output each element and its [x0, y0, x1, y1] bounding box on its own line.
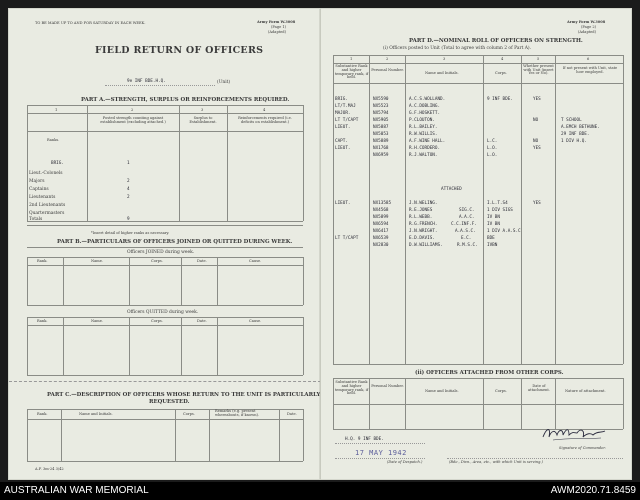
attached-number: NX6539 [373, 236, 389, 241]
b-col-name: Name. [91, 259, 103, 263]
d-col-rank: Substantive Rank and higher temporary rank, if held. [334, 64, 369, 80]
archive-id: AWM2020.71.8459 [550, 485, 636, 496]
col-num: 3 [201, 108, 204, 112]
rank-label: Majors [29, 179, 45, 184]
officer-rank: LIEUT. [335, 146, 351, 151]
officer-number: NX5590 [373, 97, 389, 102]
officer-number: NX5887 [373, 125, 389, 130]
attached-corps: A.A.C. [459, 215, 475, 220]
part-b-title: PART B.—PARTICULARS OF OFFICERS JOINED OR QUITTED DURING WEEK. [57, 239, 293, 245]
officer-rank: MAJOR. [335, 111, 351, 116]
b-col-date: Date. [197, 319, 207, 323]
officer-name: A.C.DOBLING. [409, 104, 441, 109]
b-col-cause: Cause. [249, 259, 262, 263]
officer-present: NO [533, 139, 539, 144]
unit-footer: H.Q. 9 INF BDE. [345, 437, 384, 442]
rank-label: Lieutenants [29, 195, 56, 200]
attached-number: NX2830 [373, 243, 389, 248]
officer-rank: BRIG. [335, 97, 348, 102]
b-col-date: Date. [197, 259, 207, 263]
attached-corps: C.C.INF.F. [451, 222, 477, 227]
officer-corps: L.O. [487, 153, 498, 158]
attached-unit: IVBN [487, 243, 498, 248]
attached-name: R.G.FRENCH. [409, 222, 438, 227]
signature-label: Signature of Commander. [559, 446, 606, 450]
attached-rank: LT T/CAPT [335, 236, 359, 241]
rank-label: 2nd Lieutenants [29, 203, 66, 208]
attached-name: D.W.WILLIAMS. [409, 243, 443, 248]
ii-col-number: Personal Number. [371, 384, 404, 388]
rank-posted: 2 [127, 195, 130, 200]
officer-name: P.CLOUTON. [409, 118, 435, 123]
col-num: 4 [501, 57, 504, 61]
form-adapted: (Adapted) [268, 30, 287, 34]
col-num: 1 [350, 57, 353, 61]
col-num: 2 [386, 57, 389, 61]
attached-name: J.N.WELING. [409, 201, 438, 206]
officer-number: NX5905 [373, 118, 389, 123]
attached-corps: I.L.T.S4 [487, 201, 508, 206]
bde-label: (Bde., Divn., Area, etc., with which Unit is serving.) [449, 460, 543, 464]
officer-present: NO [533, 118, 539, 123]
col-num: 4 [263, 108, 266, 112]
rank-label: Captains [29, 187, 49, 192]
attached-corps: E.C. [461, 236, 472, 241]
officer-number: NX5889 [373, 139, 389, 144]
officer-corps: L.O. [487, 146, 498, 151]
d-col-present: Whether present with Unit (insert Yes or No). [523, 64, 554, 76]
commander-signature [539, 423, 609, 445]
attached-name: R.E.JONES [409, 208, 433, 213]
rank-posted: 4 [127, 187, 130, 192]
col-head-posted: Posted strength counting against establishment (excluding attached.) [100, 116, 166, 125]
joined-label: Officers JOINED during week. [127, 250, 195, 255]
officer-name: R.W.WILLIS. [409, 132, 438, 137]
form-page: (Page 2) [581, 25, 597, 29]
attached-unit: 1 DIV A.A.S.C [487, 229, 521, 234]
date-stamp: 17 MAY 1942 [355, 449, 407, 457]
officer-employed: T SCHOOL [561, 118, 582, 123]
attached-unit: IV BN [487, 215, 500, 220]
attached-rank: LIEUT. [335, 201, 351, 206]
totals-posted: 9 [127, 217, 130, 222]
insert-note: *Insert detail of higher ranks as necessary. [91, 231, 170, 235]
officer-rank: LT/T.MAJ [335, 104, 356, 109]
totals-label: Totals [29, 217, 43, 222]
officer-name: R.L.BAILEY. [409, 125, 438, 130]
officer-employed: A.EMCH BETHUNE. [561, 125, 600, 130]
other-corps-title: (ii) OFFICERS ATTACHED FROM OTHER CORPS. [415, 370, 564, 376]
officer-rank: LT T/CAPT [335, 118, 359, 123]
quitted-label: Officers QUITTED during week. [127, 310, 199, 315]
d-col-corps: Corps. [495, 71, 507, 75]
officer-employed: 29 INF BDE. [561, 132, 590, 137]
c-col-corps: Corps. [183, 412, 195, 416]
d-col-name: Name and Initials. [425, 71, 459, 75]
officer-number: NX5794 [373, 111, 389, 116]
col-num: 6 [587, 57, 590, 61]
attached-corps: A.A.S.C. [455, 229, 476, 234]
part-a-title: PART A.—STRENGTH, SURPLUS OR REINFORCEMENTS REQUIRED. [81, 97, 290, 103]
d-col-number: Personal Number. [371, 68, 404, 72]
rank-label: Quartermasters [29, 211, 65, 216]
officer-name: A.C.S.WOLLAND. [409, 97, 446, 102]
rank-label: BRIG. [51, 161, 64, 166]
col-num: 1 [55, 108, 58, 112]
archive-name: AUSTRALIAN WAR MEMORIAL [4, 485, 149, 496]
b-col-name: Name. [91, 319, 103, 323]
top-note: TO BE MADE UP TO AND FOR SATURDAY IN EACH WEEK. [35, 21, 146, 25]
officer-number: NX6959 [373, 153, 389, 158]
d-col-employed: If not present with Unit, state how employed. [562, 66, 618, 74]
officer-present: YES [533, 146, 541, 151]
officer-corps: L.C. [487, 139, 498, 144]
b-col-corps: Corps. [151, 259, 163, 263]
c-col-rank: Rank. [37, 412, 48, 416]
posted-label: (i) Officers posted to Unit (Total to agree with column 2 of Part A). [383, 46, 532, 51]
ii-col-rank: Substantive Rank and higher temporary rank, if held. [334, 380, 369, 396]
c-col-date: Date. [287, 412, 297, 416]
attached-number: NX13585 [373, 201, 392, 206]
officer-corps: 9 INF BDE. [487, 97, 513, 102]
b-col-rank: Rank. [37, 259, 48, 263]
printer-mark: A.F. 3m-24 3/42 [35, 467, 64, 471]
attached-present: YES [533, 201, 541, 206]
attached-corps: R.M.S.C. [457, 243, 478, 248]
ii-col-corps: Corps. [495, 389, 507, 393]
attached-corps: SIG.C. [459, 208, 475, 213]
col-num: 3 [443, 57, 446, 61]
attached-label: ATTACHED [441, 187, 462, 192]
part-c-title-1: PART C.—DESCRIPTION OF OFFICERS WHOSE RETURN TO THE UNIT IS PARTICULARLY [47, 392, 321, 398]
left-page [8, 8, 320, 480]
attached-number: NX6594 [373, 222, 389, 227]
officer-employed: 1 DIV H.Q. [561, 139, 587, 144]
officer-number: NX5053 [373, 132, 389, 137]
attached-name: E.D.DAVIS. [409, 236, 435, 241]
ii-col-name: Name and Initials. [425, 389, 459, 393]
col-head-ranks: Ranks. [47, 138, 60, 142]
right-page [320, 8, 632, 480]
c-col-name: Name and Initials. [79, 412, 113, 416]
col-head-reinforcements: Reinforcements required (i.e. deficits on establishment.) [238, 116, 292, 125]
rank-posted: 2 [127, 179, 130, 184]
attached-number: NX5899 [373, 215, 389, 220]
form-adapted: (Adapted) [578, 30, 597, 34]
form-page: (Page 1) [271, 25, 287, 29]
officer-number: NX1768 [373, 146, 389, 151]
officer-name: G.F.HOSKETT. [409, 111, 441, 116]
attached-name: R.L.WEBB. [409, 215, 433, 220]
part-c-title-2: REQUESTED. [149, 399, 190, 405]
b-col-corps: Corps. [151, 319, 163, 323]
col-num: 2 [131, 108, 134, 112]
attached-unit: 1 DIV SIGS [487, 208, 513, 213]
ii-col-date: Date of attachment. [528, 384, 550, 392]
officer-name: R.H.CORDERO. [409, 146, 441, 151]
officer-number: NX5523 [373, 104, 389, 109]
attached-unit: IV BN [487, 222, 500, 227]
officer-present: YES [533, 97, 541, 102]
date-label: (Date of Despatch.) [387, 460, 423, 464]
col-head-surplus: Surplus to Establishment. [189, 116, 217, 125]
c-col-remarks: Remarks (e.g. present whereabouts, if known). [215, 409, 260, 417]
form-number: Army Form W.3008 [257, 20, 296, 24]
form-number: Army Form W.3008 [567, 20, 606, 24]
officer-name: A.F.WINE HALL. [409, 139, 446, 144]
b-col-rank: Rank. [37, 319, 48, 323]
unit-typed: 9e INF BDE.H.Q. [127, 79, 166, 84]
officer-rank: LIEUT. [335, 125, 351, 130]
rank-label: Lieut.-Colonels [29, 171, 63, 176]
officer-rank: CAPT. [335, 139, 348, 144]
col-num: 5 [537, 57, 540, 61]
page-title: FIELD RETURN OF OFFICERS [95, 45, 264, 56]
attached-number: NX6417 [373, 229, 389, 234]
ii-col-nature: Nature of attachment. [565, 389, 606, 393]
b-col-cause: Cause. [249, 319, 262, 323]
rank-posted: 1 [127, 161, 130, 166]
attached-unit: BDE [487, 236, 495, 241]
part-d-title: PART D.—NOMINAL ROLL OF OFFICERS ON STRENGTH. [409, 38, 583, 44]
attached-number: NX4568 [373, 208, 389, 213]
archive-footer [0, 482, 640, 500]
unit-label: (Unit) [217, 80, 231, 85]
officer-name: R.J.WALTON. [409, 153, 438, 158]
attached-name: J.N.WRIGHT. [409, 229, 438, 234]
